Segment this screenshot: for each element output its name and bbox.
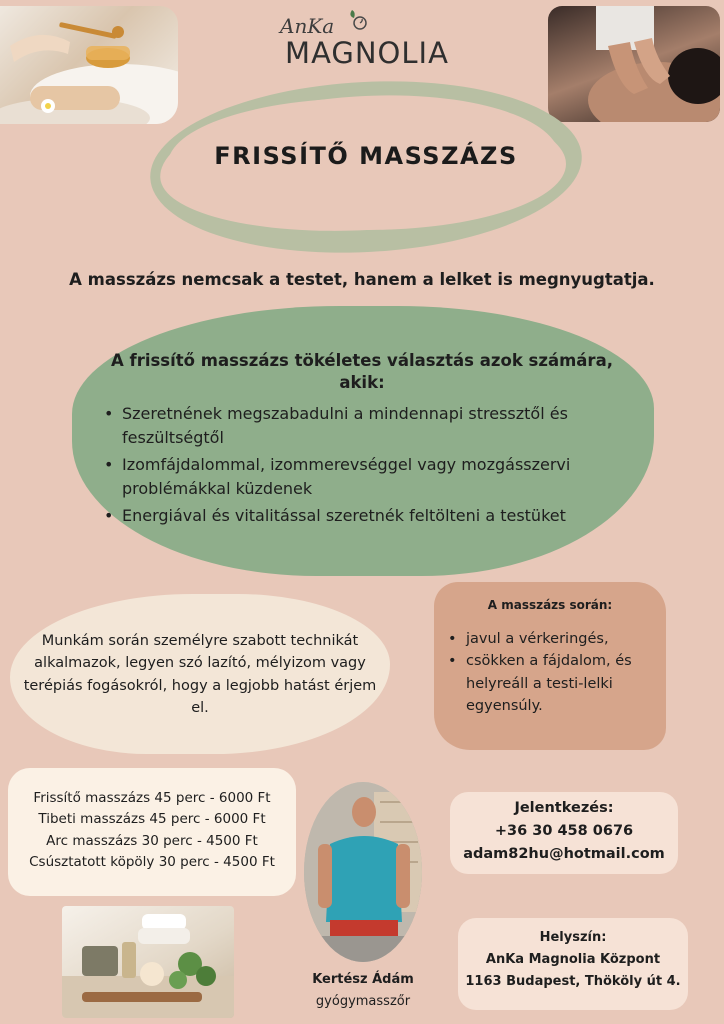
contact-phone[interactable]: +36 30 458 0676 (494, 823, 634, 839)
logo-magnolia: MAGNOLIA (285, 36, 449, 70)
price-item: Arc masszázs 30 perc - 4500 Ft (46, 832, 258, 849)
tagline: A masszázs nemcsak a testet, hanem a lelket is megnyugtatja. (69, 270, 655, 289)
location-label: Helyszín: (539, 930, 607, 945)
effect-item: • javul a vérkeringés, (448, 628, 660, 650)
benefit-item: • Szeretnének megszabadulni a mindennapi stressztől és feszültségtől (100, 402, 640, 450)
approach-text: Munkám során személyre szabott technikát alkalmazok, legyen szó lazító, mélyizom vagy terépiás fogásokról, hogy a legjobb hatást érjem el. (23, 633, 377, 717)
therapist-photo (304, 782, 422, 962)
price-item: Csúsztatott köpöly 30 perc - 4500 Ft (29, 853, 275, 870)
contact-label: Jelentkezés: (514, 800, 614, 816)
therapist-name: Kertész Ádám (312, 972, 414, 987)
effects-list (448, 628, 660, 718)
location-name: AnKa Magnolia Központ (485, 952, 661, 967)
price-item: Tibeti masszázs 45 perc - 6000 Ft (38, 811, 266, 828)
logo-anka: AnKa (280, 14, 335, 38)
benefit-item: • Izomfájdalommal, izommerevséggel vagy mozgásszervi problémákkal küzdenek (100, 453, 640, 501)
price-list (8, 788, 296, 873)
benefits-list (100, 402, 640, 531)
magnolia-leaf-icon (346, 6, 376, 36)
massage-photo (548, 6, 720, 122)
contact-email[interactable]: adam82hu@hotmail.com (463, 846, 665, 862)
benefits-heading: A frissítő masszázs tökéletes választás azok számára, akik: (111, 351, 613, 393)
price-item: Frissítő masszázs 45 perc - 6000 Ft (33, 790, 271, 806)
location-address: 1163 Budapest, Thököly út 4. (465, 974, 681, 989)
therapist-role: gyógymasszőr (315, 994, 411, 1009)
page-title: FRISSÍTŐ MASSZÁZS (214, 142, 518, 170)
spa-products-photo (62, 906, 234, 1018)
spa-honey-photo (0, 6, 178, 124)
benefit-item: • Energiával és vitalitással szeretnék feltölteni a testüket (100, 504, 640, 528)
effects-heading: A masszázs során: (487, 598, 613, 612)
effect-item: • csökken a fájdalom, és helyreáll a testi-lelki egyensúly. (448, 650, 660, 717)
